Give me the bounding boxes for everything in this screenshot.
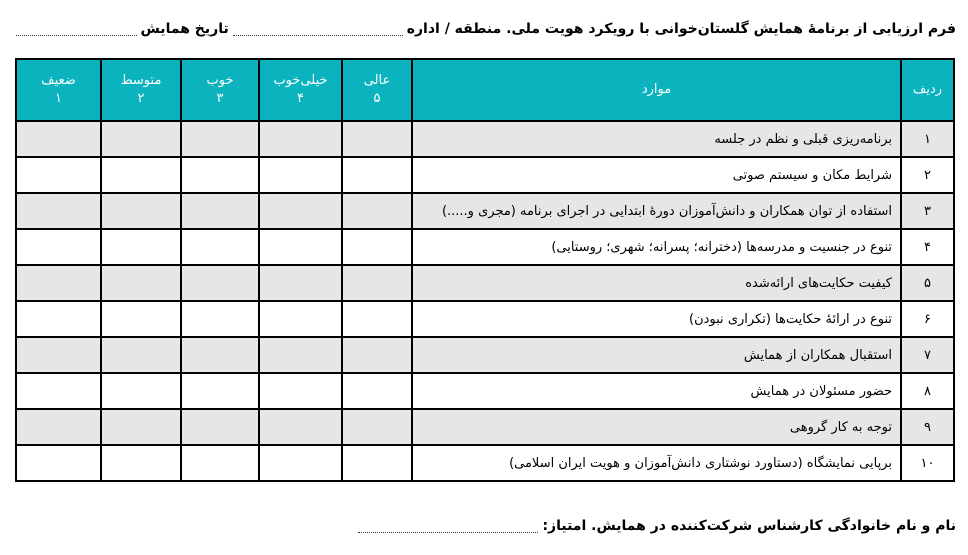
rating-cell-good[interactable] [181, 229, 259, 265]
rating-cell-very-good[interactable] [259, 265, 342, 301]
column-header-weak [16, 59, 101, 121]
item-text: تنوع در جنسیت و مدرسه‌ها (دخترانه؛ پسرانه؛ شهری؛ روستایی) [412, 229, 901, 265]
rating-cell-average[interactable] [101, 373, 181, 409]
column-header-very-good [259, 59, 342, 121]
rating-cell-very-good[interactable] [259, 373, 342, 409]
rating-cell-excellent[interactable] [342, 445, 412, 481]
rating-cell-good[interactable] [181, 193, 259, 229]
rating-cell-excellent[interactable] [342, 409, 412, 445]
item-text: برپایی نمایشگاه (دستاورد نوشتاری دانش‌آموزان و هویت ایران اسلامی) [412, 445, 901, 481]
rating-cell-very-good[interactable] [259, 193, 342, 229]
rating-cell-excellent[interactable] [342, 301, 412, 337]
row-number: ۶ [901, 301, 954, 337]
column-header-excellent [342, 59, 412, 121]
table-row [16, 409, 954, 445]
date-field[interactable] [16, 23, 137, 36]
table-row [16, 229, 954, 265]
item-text: کیفیت حکایت‌های ارائه‌شده [412, 265, 901, 301]
rating-cell-weak[interactable] [16, 445, 101, 481]
rating-cell-average[interactable] [101, 301, 181, 337]
rating-cell-weak[interactable] [16, 301, 101, 337]
rating-cell-excellent[interactable] [342, 337, 412, 373]
rating-score: ۳ [216, 91, 224, 106]
rating-cell-good[interactable] [181, 265, 259, 301]
rating-label: عالی [363, 73, 391, 88]
rating-cell-average[interactable] [101, 409, 181, 445]
rating-cell-excellent[interactable] [342, 229, 412, 265]
item-text: تنوع در ارائهٔ حکایت‌ها (تکراری نبودن) [412, 301, 901, 337]
rating-cell-good[interactable] [181, 301, 259, 337]
region-field[interactable] [233, 23, 403, 36]
rating-cell-excellent[interactable] [342, 121, 412, 157]
rating-cell-good[interactable] [181, 409, 259, 445]
rating-cell-average[interactable] [101, 229, 181, 265]
table-row [16, 121, 954, 157]
form-title: فرم ارزیابی از برنامهٔ همایش گلستان‌خوانی با رویکرد هویت ملی. منطقه / اداره [406, 21, 956, 37]
table-header-row [16, 59, 954, 121]
row-number: ۳ [901, 193, 954, 229]
row-number: ۹ [901, 409, 954, 445]
evaluation-table [15, 58, 955, 482]
rating-cell-excellent[interactable] [342, 193, 412, 229]
table-row [16, 301, 954, 337]
date-label: تاریخ همایش [140, 21, 229, 37]
column-header-good [181, 59, 259, 121]
footer-line [12, 518, 956, 534]
table-row [16, 157, 954, 193]
rating-cell-very-good[interactable] [259, 121, 342, 157]
rating-cell-good[interactable] [181, 373, 259, 409]
table-row [16, 373, 954, 409]
rating-cell-weak[interactable] [16, 193, 101, 229]
evaluator-score-field[interactable] [358, 520, 538, 533]
rating-cell-weak[interactable] [16, 337, 101, 373]
rating-cell-very-good[interactable] [259, 301, 342, 337]
table-row [16, 265, 954, 301]
rating-score: ۴ [297, 91, 304, 106]
row-number: ۱ [901, 121, 954, 157]
rating-cell-good[interactable] [181, 337, 259, 373]
rating-cell-very-good[interactable] [259, 409, 342, 445]
rating-cell-weak[interactable] [16, 265, 101, 301]
rating-cell-good[interactable] [181, 445, 259, 481]
rating-cell-weak[interactable] [16, 229, 101, 265]
rating-score: ۲ [137, 91, 145, 106]
rating-cell-average[interactable] [101, 265, 181, 301]
item-text: استقبال همکاران از همایش [412, 337, 901, 373]
table-row [16, 445, 954, 481]
row-number: ۲ [901, 157, 954, 193]
item-text: استفاده از توان همکاران و دانش‌آموزان دورهٔ ابتدایی در اجرای برنامه (مجری و.....) [412, 193, 901, 229]
rating-cell-weak[interactable] [16, 121, 101, 157]
item-text: برنامه‌ریزی قبلی و نظم در جلسه [412, 121, 901, 157]
rating-cell-average[interactable] [101, 445, 181, 481]
rating-cell-very-good[interactable] [259, 337, 342, 373]
form-header [12, 14, 956, 44]
row-number: ۵ [901, 265, 954, 301]
rating-label: خیلی‌خوب [273, 73, 328, 88]
column-header-row-number: ردیف [901, 59, 954, 121]
rating-cell-good[interactable] [181, 157, 259, 193]
row-number: ۴ [901, 229, 954, 265]
row-number: ۷ [901, 337, 954, 373]
row-number: ۸ [901, 373, 954, 409]
row-number: ۱۰ [901, 445, 954, 481]
rating-cell-weak[interactable] [16, 373, 101, 409]
rating-cell-good[interactable] [181, 121, 259, 157]
rating-score: ۵ [373, 91, 381, 106]
table-row [16, 337, 954, 373]
rating-cell-average[interactable] [101, 157, 181, 193]
rating-cell-weak[interactable] [16, 409, 101, 445]
rating-cell-very-good[interactable] [259, 445, 342, 481]
column-header-items: موارد [412, 59, 901, 121]
rating-label: خوب [206, 73, 234, 88]
evaluator-label: نام و نام خانوادگی کارشناس شرکت‌کننده در همایش. امتیاز: [542, 518, 956, 534]
rating-cell-average[interactable] [101, 121, 181, 157]
rating-cell-excellent[interactable] [342, 265, 412, 301]
rating-cell-excellent[interactable] [342, 373, 412, 409]
rating-score: ۱ [55, 91, 62, 106]
item-text: توجه به کار گروهی [412, 409, 901, 445]
rating-cell-very-good[interactable] [259, 157, 342, 193]
rating-cell-excellent[interactable] [342, 157, 412, 193]
rating-cell-weak[interactable] [16, 157, 101, 193]
rating-cell-average[interactable] [101, 337, 181, 373]
item-text: شرایط مکان و سیستم صوتی [412, 157, 901, 193]
rating-label: متوسط [120, 73, 162, 88]
table-row [16, 193, 954, 229]
rating-cell-very-good[interactable] [259, 229, 342, 265]
rating-cell-average[interactable] [101, 193, 181, 229]
rating-label: ضعیف [41, 73, 76, 88]
item-text: حضور مسئولان در همایش [412, 373, 901, 409]
column-header-average [101, 59, 181, 121]
